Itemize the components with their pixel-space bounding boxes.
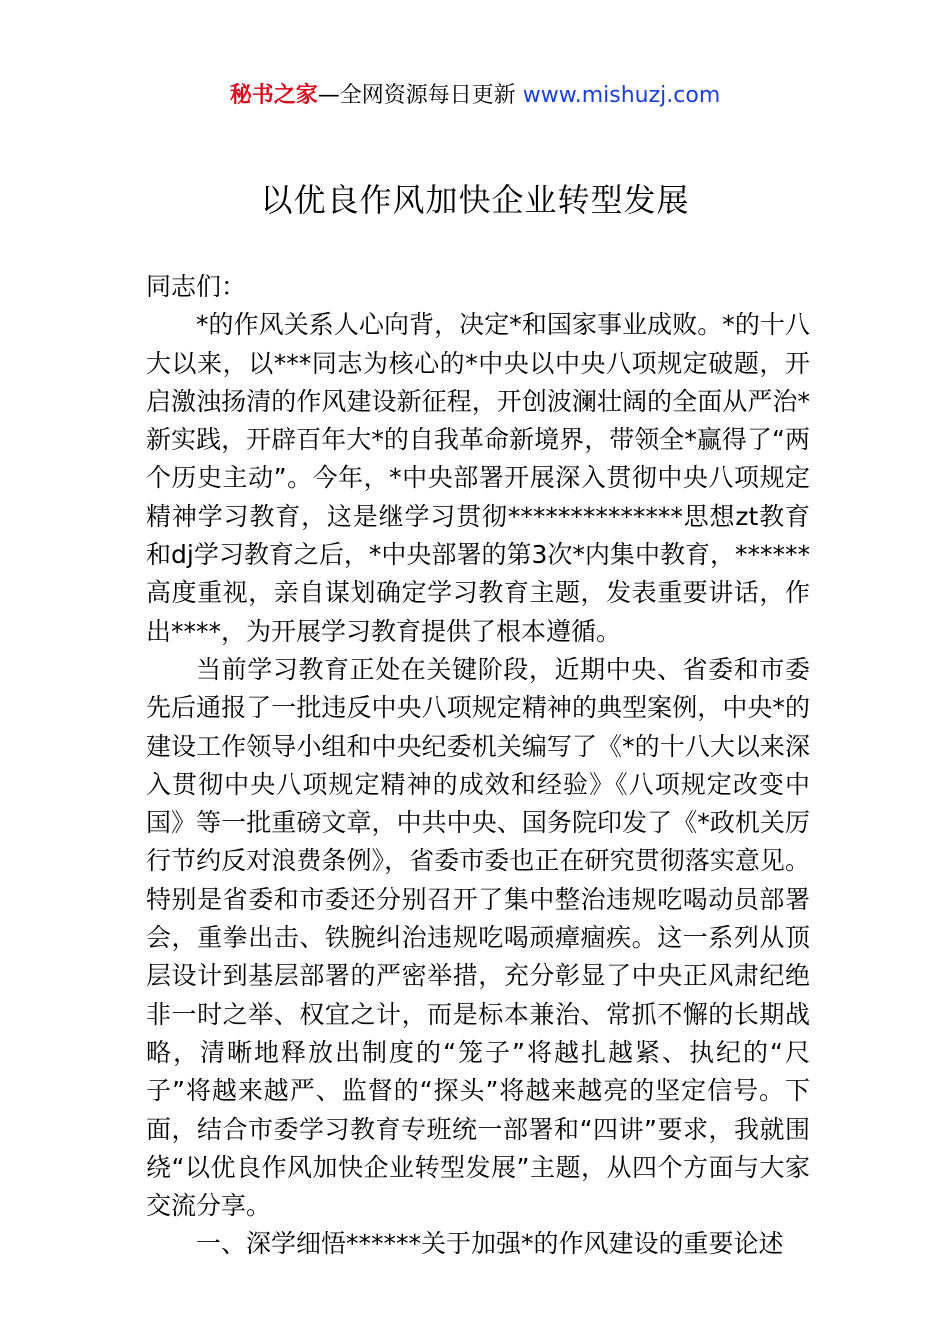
site-url-link[interactable]: www.mishuzj.com <box>522 83 721 108</box>
site-header <box>0 80 950 112</box>
salutation: 同志们： <box>146 272 247 301</box>
document-title: 以优良作风加快企业转型发展 <box>260 181 690 219</box>
section-heading-1: 一、深学细悟******关于加强*的作风建设的重要论述 <box>196 1229 784 1259</box>
paragraph-2: 当前学习教育正处在关键阶段，近期中央、省委和市委先后通报了一批违反中央八项规定精神的典型案例，中央*的建设工作领导小组和中央纪委机关编写了《*的十八大以来深入贯彻中央八项规定精神的成效和经验》《八项规定改变中国》等一批重磅文章，中共中央、国务院印发了《*政机关厉行节约反对浪费条例》，省委市委也正在研究贯彻落实意见。特别是省委和市委还分别召开了集中整治违规吃喝动员部署会，重拳出击、铁腕纠治违规吃喝顽瘴痼疾。这一系列从顶层设计到基层部署的严密举措，充分彰显了中央正风肃纪绝非一时之举、权宜之计，而是标本兼治、常抓不懈的长期战略，清晰地释放出制度的“笼子”将越扎越紧、执纪的“尺子”将越来越严、监督的“探头”将越来越亮的坚定信号。下面，结合市委学习教育专班统一部署和“四讲”要求，我就围绕“以优良作风加快企业转型发展”主题，从四个方面与大家交流分享。 <box>146 654 810 1221</box>
document-body <box>146 268 810 1264</box>
site-name: 秘书之家 <box>229 83 318 108</box>
site-tagline: 全网资源每日更新 <box>339 83 516 108</box>
paragraph-1: *的作风关系人心向背，决定*和国家事业成败。*的十八大以来，以***同志为核心的*中央以中央八项规定破题，开启激浊扬清的作风建设新征程，开创波澜壮阔的全面从严治*新实践，开辟百年大*的自我革命新境界，带领全*赢得了“两个历史主动”。今年，*中央部署开展深入贯彻中央八项规定精神学习教育，这是继学习贯彻**************思想zt教育和dj学习教育之后，*中央部署的第3次*内集中教育，******高度重视，亲自谋划确定学习教育主题，发表重要讲话，作出****，为开展学习教育提供了根本遵循。 <box>146 310 810 646</box>
site-dash: — <box>317 83 340 108</box>
